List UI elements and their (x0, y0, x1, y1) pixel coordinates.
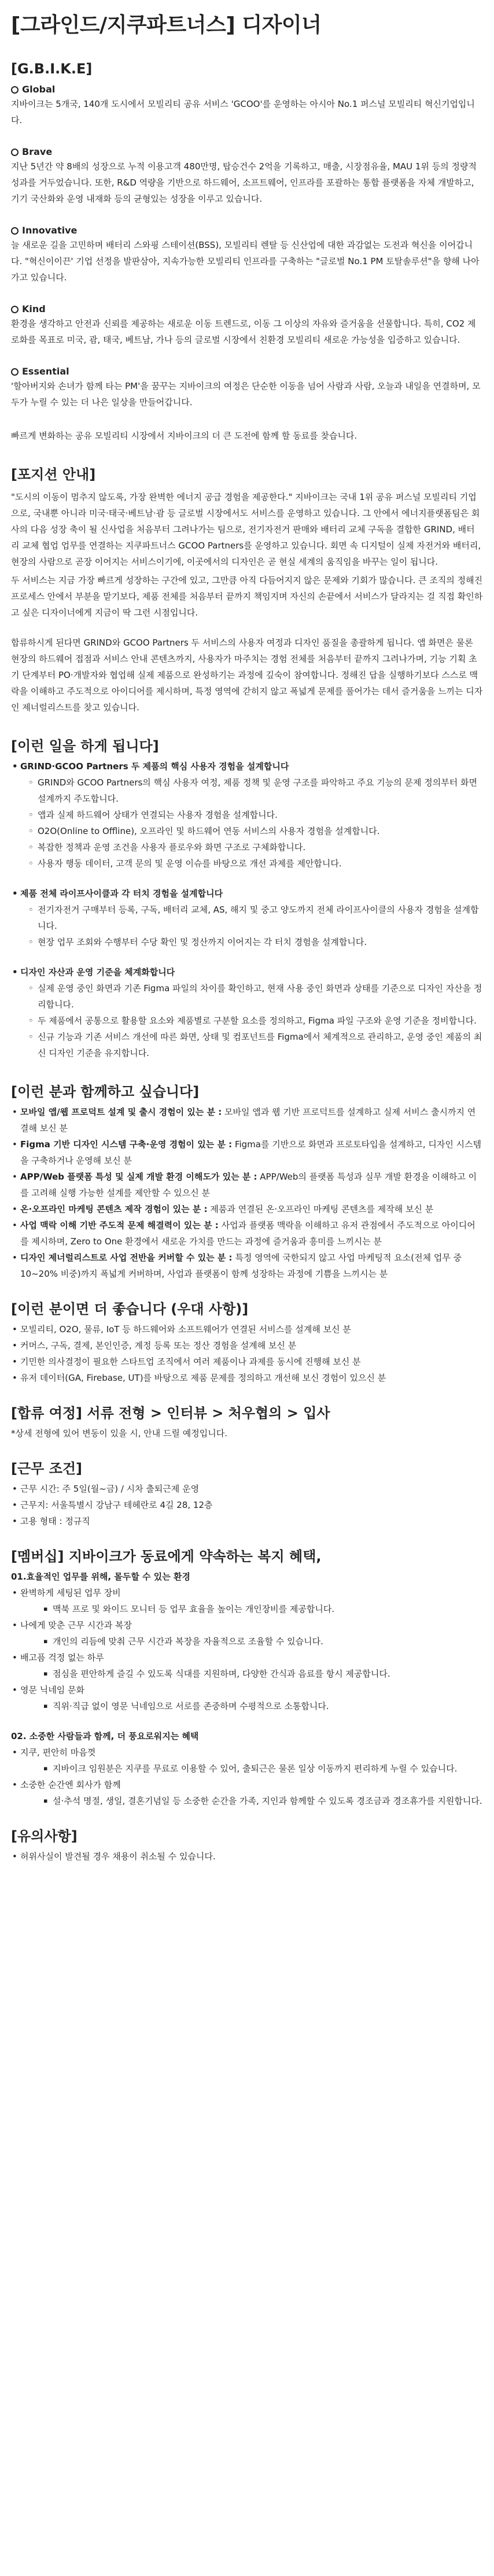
qualification-text: APP/Web의 플랫폼 특성과 실무 개발 환경을 이해하고 이를 고려해 실행 가능한 설계를 제안할 수 있으신 분 (20, 1172, 477, 1198)
preferred-list (11, 1321, 483, 1386)
block-title: Essential (22, 366, 69, 377)
work-item: ◦ 앱과 실제 하드웨어 상태가 연결되는 사용자 경험을 설계합니다. (11, 807, 483, 823)
qualification-item (11, 1104, 483, 1136)
circle-bullet-icon (11, 368, 19, 376)
benefit-label: • 완벽하게 세팅된 업무 장비 (11, 1585, 483, 1601)
block-title: Global (22, 84, 56, 95)
position-paragraph: "도시의 이동이 멈추지 않도록, 가장 완벽한 에너지 공급 경험을 제공한다." 지바이크는 국내 1위 공유 퍼스널 모빌리티 기업으로, 국내뿐 아니라 미국·태국·베트남·괌 등 글로벌 시장에서도 서비스를 운영하고 있습니다. 그 안에서 에너지플랫폼팀은 회사의 다음 성장 축이 될 신사업을 처음부터 그려나가는 팀으로, 전기자전거 판매와 배터리 교체 구독을 결합한 GRIND, 배터리 교체 협업 업무를 연결하는 지쿠파트너스 GCOO Partners를 운영하고 있습니다. 회면 속 디지털이 실제 자전거와 배터리, 현장의 사람으로 곧장 이어지는 서비스이기에, 이곳에서의 디자인은 곧 현실 세계의 움직임을 바꾸는 일이 됩니다. (11, 492, 481, 567)
qualification-text: 특정 영역에 국한되지 않고 사업 마케팅적 요소(전체 업무 중 10~20% 비중)까지 폭넓게 커버하며, 사업과 플랫폼이 함께 성장하는 과정에 기쁨을 느끼시는 분 (20, 1252, 462, 1279)
gbike-section (11, 59, 483, 444)
benefit-section-title: 01.효율적인 업무를 위해, 몰두할 수 있는 환경 (11, 1571, 190, 1582)
gbike-essential (11, 365, 483, 410)
preferred-item: • 기민한 의사결정이 필요한 스타트업 조직에서 여러 제품이나 과제를 동시에 진행해 보신 분 (11, 1354, 483, 1370)
qualification-item (11, 1250, 483, 1282)
section-heading: [합류 여정] 서류 전형 > 인터뷰 > 처우협의 > 입사 (11, 1405, 330, 1421)
work-group-title: • 디자인 자산과 운영 기준을 체계화합니다 (11, 964, 483, 980)
preferred-item: • 유저 데이터(GA, Firebase, UT)를 바탕으로 제품 문제를 정의하고 개선해 보신 경험이 있으신 분 (11, 1370, 483, 1386)
qualification-item (11, 1136, 483, 1169)
notes-list (11, 1848, 483, 1865)
gbike-innovative (11, 224, 483, 286)
qualification-title: APP/Web 플랫폼 특성 및 실제 개발 환경 이해도가 있는 분 : (20, 1172, 257, 1182)
work-item: ◦ GRIND와 GCOO Partners의 핵심 사용자 여정, 제품 정책 및 운영 구조를 파악하고 주요 기능의 문제 정의부터 화면 설계까지 주도합니다. (11, 774, 483, 807)
benefit-label: • 영문 닉네임 문화 (11, 1682, 483, 1698)
note-item: • 허위사실이 발견될 경우 채용이 취소될 수 있습니다. (11, 1848, 483, 1865)
section-heading: [유의사항] (11, 1828, 78, 1844)
qualification-title: 디자인 제너럴리스트로 사업 전반을 커버할 수 있는 분 : (20, 1252, 233, 1263)
benefit-label: • 나에게 맞춘 근무 시간과 복장 (11, 1617, 483, 1633)
benefit-section-title: 02. 소중한 사람들과 함께, 더 풍요로워지는 혜택 (11, 1731, 199, 1741)
conditions-list (11, 1481, 483, 1529)
position-paragraph: 두 서비스는 지금 가장 빠르게 성장하는 구간에 있고, 그만큼 아직 다듬어지지 않은 문제와 기회가 많습니다. 큰 조직의 정해진 프로세스 안에서 부분을 맡기보다, 제품 전체를 처음부터 끝까지 책임지며 자신의 손끝에서 서비스가 달라지는 걸 직접 확인하고 싶은 디자이너에게 지금이 딱 그런 시점입니다. (11, 575, 483, 618)
block-text: '할아버지와 손녀가 함께 타는 PM'을 꿈꾸는 지바이크의 여정은 단순한 이동을 넘어 사람과 사람, 오늘과 내일을 연결하며, 모두가 누릴 수 있는 더 나은 일상을 만들어갑니다. (11, 381, 481, 407)
benefit-list (11, 1744, 483, 1809)
preferred-item: • 모빌리티, O2O, 물류, IoT 등 하드웨어와 소프트웨어가 연결된 서비스를 설계해 보신 분 (11, 1321, 483, 1337)
process-section (11, 1403, 483, 1441)
work-item: ◦ 사용자 행동 데이터, 고객 문의 및 운영 이슈를 바탕으로 개선 과제를 제안합니다. (11, 855, 483, 872)
block-title: Kind (22, 303, 46, 314)
circle-bullet-icon (11, 306, 19, 313)
block-text: 지난 5년간 약 8배의 성장으로 누적 이용고객 480만명, 탑승건수 2억을 기록하고, 매출, 시장점유율, MAU 1위 등의 정량적 성과를 거두었습니다. 또한, R&D 역량을 기반으로 하드웨어, 소프트웨어, 인프라를 포괄하는 통합 플랫폼을 자체 개발하고, 기기 국산화와 운영 내재화 등의 균형있는 성장을 이루고 있습니다. (11, 161, 477, 204)
block-title: Brave (22, 146, 53, 157)
position-section (11, 465, 483, 716)
work-group (11, 964, 483, 1061)
work-item: ◦ O2O(Online to Offline), 오프라인 및 하드웨어 연동 서비스의 사용자 경험을 설계합니다. (11, 823, 483, 839)
notes-section (11, 1826, 483, 1865)
preferred-section (11, 1299, 483, 1386)
qualification-text: 제품과 연결된 온·오프라인 마케팅 콘텐츠를 제작해 보신 분 (207, 1204, 434, 1214)
conditions-section (11, 1459, 483, 1529)
work-group-title: • GRIND·GCOO Partners 두 제품의 핵심 사용자 경험을 설계합니다 (11, 758, 483, 774)
section-heading: [근무 조건] (11, 1461, 83, 1477)
benefit-label: • 소중한 순간엔 회사가 함께 (11, 1777, 483, 1793)
work-item: ◦ 실제 운영 중인 화면과 기존 Figma 파일의 차이를 확인하고, 현재 사용 중인 화면과 상태를 기준으로 디자인 자산을 정리합니다. (11, 980, 483, 1013)
gbike-kind (11, 303, 483, 348)
preferred-item: • 커머스, 구독, 결제, 본인인증, 계정 등록 또는 정산 경험을 설계해 보신 분 (11, 1337, 483, 1354)
condition-item: • 고용 형태 : 정규직 (11, 1513, 483, 1529)
benefit-label: • 배고픔 걱정 없는 하루 (11, 1650, 483, 1666)
benefit-label: • 지쿠, 편안히 마음껏 (11, 1744, 483, 1760)
work-group (11, 885, 483, 950)
benefit-item: ▪ 지바이크 임원분은 지쿠를 무료로 이용할 수 있어, 출퇴근은 물론 일상 이동까지 편리하게 누릴 수 있습니다. (11, 1760, 483, 1777)
benefit-item: ▪ 직위·직급 없이 영문 닉네임으로 서로를 존중하며 수평적으로 소통합니다. (11, 1698, 483, 1714)
page-title: [그라인드/지쿠파트너스] 디자이너 (11, 13, 322, 37)
block-title: Innovative (22, 225, 78, 236)
work-item: ◦ 신규 기능과 기존 서비스 개선에 따른 화면, 상태 및 컴포넌트를 Figma에서 체계적으로 관리하고, 운영 중인 제품의 최신 디자인 기준을 유지합니다. (11, 1029, 483, 1061)
qualifications-section (11, 1082, 483, 1282)
qualification-text: 모바일 앱과 웹 기반 프로덕트를 설계하고 실제 서비스 출시까지 연결해 보신 분 (20, 1107, 476, 1133)
condition-item: • 근무지: 서울특별시 강남구 테헤란로 4길 28, 12층 (11, 1497, 483, 1513)
circle-bullet-icon (11, 227, 19, 235)
block-text: 환경을 생각하고 안전과 신뢰를 제공하는 새로운 이동 트렌드로, 이동 그 이상의 자유와 즐거움을 선물합니다. 특히, CO2 제로화를 목표로 미국, 괌, 태국, 베트남, 가나 등의 글로벌 시장에서 친환경 모빌리티 새로운 가능성을 입증하고 있습니다. (11, 318, 476, 345)
qualifications-list (11, 1104, 483, 1282)
qualification-title: 온·오프라인 마케팅 콘텐츠 제작 경험이 있는 분 : (20, 1204, 208, 1214)
work-item: ◦ 현장 업무 조회와 수행부터 수당 확인 및 정산까지 이어지는 각 터치 경험을 설계합니다. (11, 934, 483, 950)
gbike-brave (11, 146, 483, 207)
qualification-title: 모바일 앱/웹 프로덕트 설계 및 출시 경험이 있는 분 : (20, 1107, 222, 1117)
benefit-item: ▪ 맥북 프로 및 와이드 모니터 등 업무 효율을 높이는 개인장비를 제공합니다. (11, 1601, 483, 1617)
qualification-title: Figma 기반 디자인 시스템 구축·운영 경험이 있는 분 : (20, 1139, 233, 1150)
position-paragraph: 합류하시게 된다면 GRIND와 GCOO Partners 두 서비스의 사용자 여정과 디자인 품질을 총괄하게 됩니다. 앱 화면은 물론 현장의 하드웨어 접점과 서비스 안내 콘텐츠까지, 사용자가 마주치는 경험 전체를 처음부터 끝까지 그려나가며, 기능 기획 초기 단계부터 PO·개발자와 협업해 실제 제품으로 완성하기는 과정에 깊숙이 참여합니다. 정해진 답을 실행하기보다 스스로 맥락을 이해하고 주도적으로 아이디어를 제시하며, 특정 영역에 갇히지 않고 폭넓게 문제를 풀어가는 데서 즐거움을 느끼는 디자인 제너럴리스트를 찾고 있습니다. (11, 637, 483, 713)
qualification-item (11, 1169, 483, 1201)
work-section (11, 736, 483, 1061)
qualification-item (11, 1217, 483, 1250)
section-heading: [포지션 안내] (11, 466, 96, 483)
benefit-list (11, 1585, 483, 1714)
work-group (11, 758, 483, 872)
qualification-text: Figma를 기반으로 화면과 프로토타입을 설계하고, 디자인 시스템을 구축하거나 운영해 보신 분 (20, 1139, 482, 1166)
section-heading: [이런 분이면 더 좋습니다 (우대 사항)] (11, 1301, 249, 1317)
benefit-item: ▪ 설·추석 명절, 생일, 결혼기념일 등 소중한 순간을 가족, 지인과 함께할 수 있도록 경조금과 경조휴가를 지원합니다. (11, 1793, 483, 1809)
block-text: 지바이크는 5개국, 140개 도시에서 모빌리티 공유 서비스 'GCOO'를 운영하는 아시아 No.1 퍼스널 모빌리티 혁신기업입니다. (11, 99, 475, 125)
benefit-item: ▪ 점심을 편안하게 즐길 수 있도록 식대를 지원하며, 다양한 간식과 음료를 항시 제공합니다. (11, 1666, 483, 1682)
circle-bullet-icon (11, 149, 19, 156)
gbike-closing: 빠르게 변화하는 공유 모빌리티 시장에서 지바이크의 더 큰 도전에 함께 할 동료를 찾습니다. (11, 431, 357, 441)
work-group-title: • 제품 전체 라이프사이클과 각 터치 경험을 설계합니다 (11, 885, 483, 902)
circle-bullet-icon (11, 86, 19, 94)
section-heading: [이런 일을 하게 됩니다] (11, 738, 159, 754)
work-item: ◦ 두 제품에서 공통으로 활용할 요소와 제품별로 구분할 요소를 정의하고, Figma 파일 구조와 운영 기준을 정비합니다. (11, 1013, 483, 1029)
section-heading: [G.B.I.K.E] (11, 61, 93, 77)
section-heading: [이런 분과 함께하고 싶습니다] (11, 1084, 200, 1100)
qualification-text: 사업과 플랫폼 맥락을 이해하고 유저 관점에서 주도적으로 아이디어를 제시하며, Zero to One 환경에서 새로운 가치를 만드는 과정에 즐거움과 흥미를 느끼시는 분 (20, 1220, 475, 1247)
qualification-item (11, 1201, 483, 1217)
section-heading: [멤버십] 지바이크가 동료에게 약속하는 복지 혜택, (11, 1548, 322, 1565)
block-text: 늘 새로운 길을 고민하며 배터리 스와핑 스테이션(BSS), 모빌리티 렌탈 등 신산업에 대한 과감없는 도전과 혁신을 이어갑니다. "혁신이이끈' 기업 선정을 발판삼아, 지속가능한 모빌리티 인프라를 구축하는 "글로벌 No.1 PM 토탈솔루션"을 향해 나아가고 있습니다. (11, 240, 480, 283)
benefit-item: ▪ 개인의 리듬에 맞춰 근무 시간과 복장을 자율적으로 조율할 수 있습니다. (11, 1633, 483, 1650)
gbike-global (11, 83, 483, 128)
qualification-title: 사업 맥락 이해 기반 주도적 문제 해결력이 있는 분 : (20, 1220, 219, 1230)
work-item: ◦ 복잡한 정책과 운영 조건을 사용자 플로우와 화면 구조로 구체화합니다. (11, 839, 483, 855)
condition-item: • 근무 시간: 주 5일(월~금) / 시차 출퇴근제 운영 (11, 1481, 483, 1497)
benefits-section (11, 1547, 483, 1809)
process-note: *상세 전형에 있어 변동이 있을 시, 안내 드릴 예정입니다. (11, 1428, 227, 1439)
work-item: ◦ 전기자전거 구매부터 등록, 구독, 배터리 교체, AS, 해지 및 중고 양도까지 전체 라이프사이클의 사용자 경험을 설계합니다. (11, 902, 483, 934)
